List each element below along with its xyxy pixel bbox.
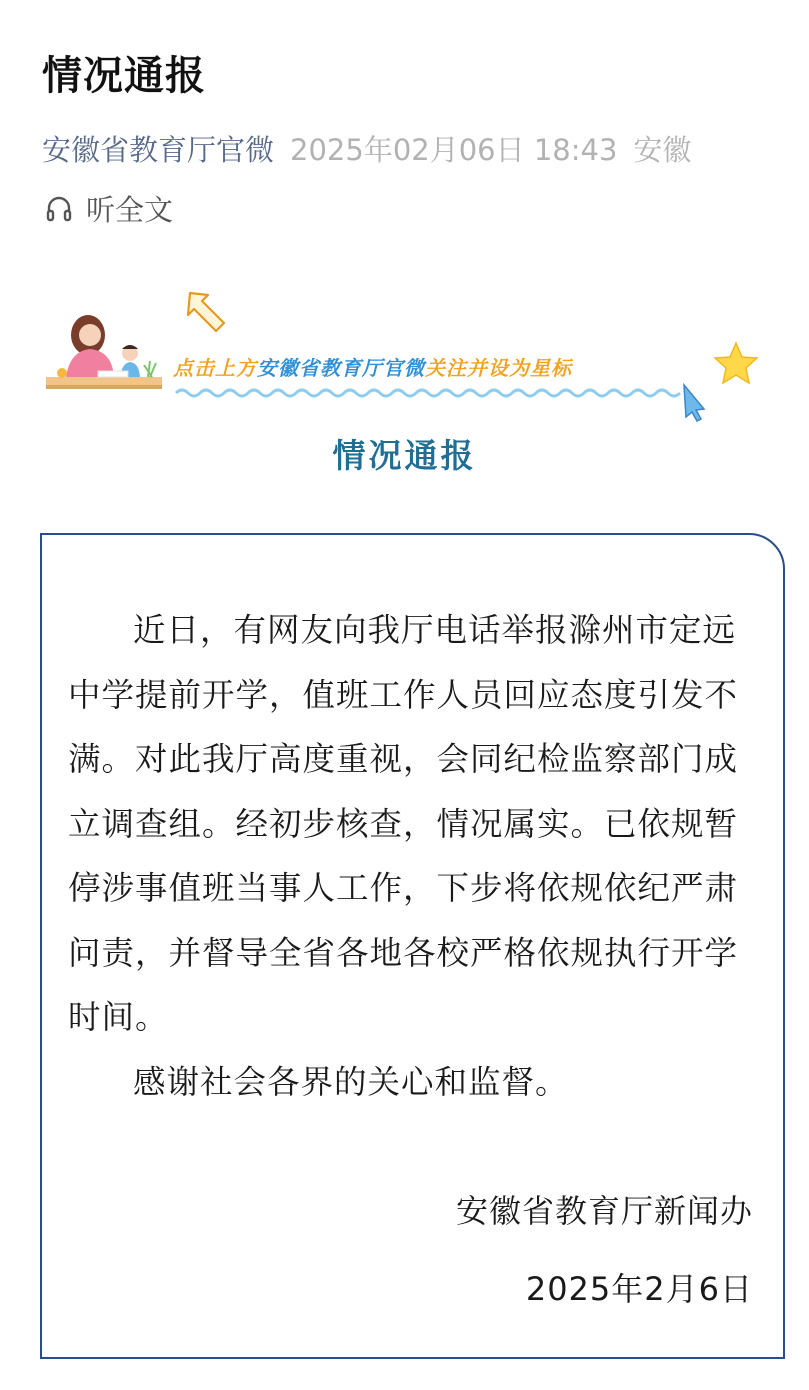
notice-signature-block [456,1172,753,1328]
publish-region: 安徽 [633,133,692,167]
notice-date: 2025年2月6日 [525,1270,753,1308]
headphones-icon [44,194,74,224]
account-name-link[interactable]: 安徽省教育厅官微 [42,133,275,167]
follow-prompt: 点击上方安徽省教育厅官微关注并设为星标 [173,356,572,380]
listen-label: 听全文 [86,193,174,227]
arrow-up-left-icon [188,293,224,331]
notice-paragraph: 近日，有网友向我厅电话举报滁州市定远中学提前开学，值班工作人员回应态度引发不满。对此我厅高度重视，会同纪检监察部门成立调查组。经初步核查，情况属实。已依规暂停涉事值班当事人工作，下步将依规依纪严肃问责，并督导全省各地各校严格依规执行开学时间。 [68,611,739,1036]
notice-paragraph: 感谢社会各界的关心和监督。 [133,1062,569,1101]
publish-time: 2025年02月06日 18:43 [290,133,618,167]
notice-heading: 情况通报 [332,436,477,475]
notice-body [68,598,768,1114]
article-meta [42,128,691,169]
article-title: 情况通报 [42,53,206,99]
notice-signature: 安徽省教育厅新闻办 [455,1192,753,1230]
listen-full-text-button[interactable] [44,188,173,229]
star-icon [715,343,757,383]
cursor-icon [684,385,704,421]
